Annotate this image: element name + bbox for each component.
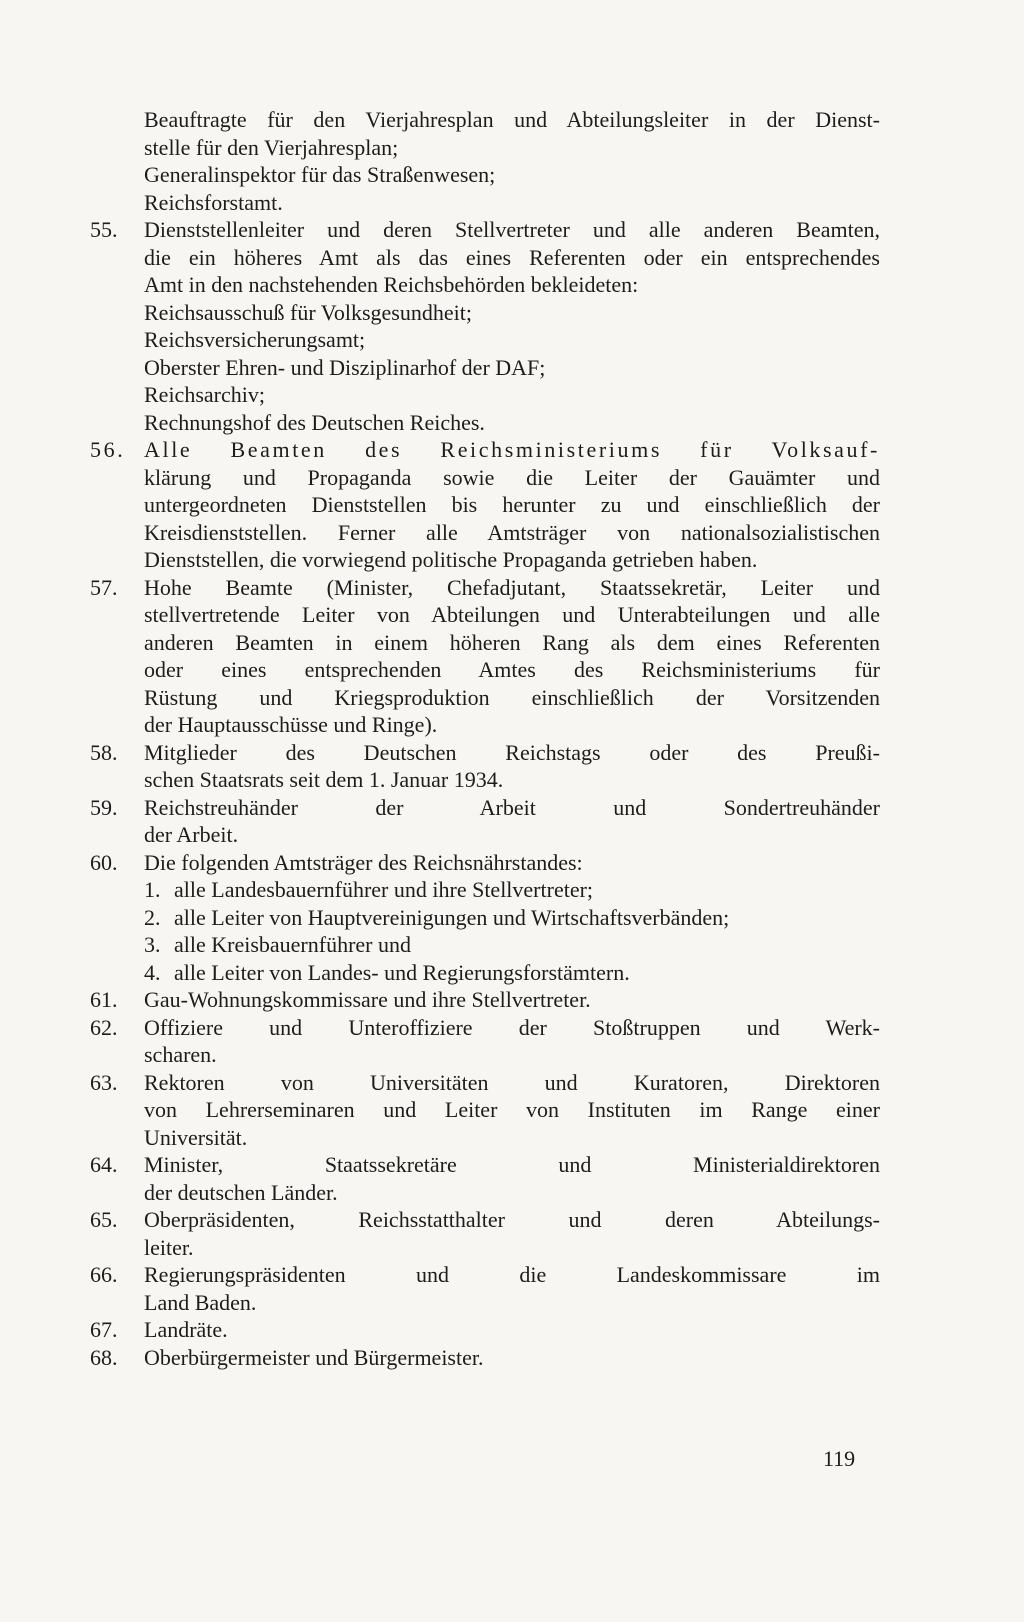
text-line: leiter. [144,1234,194,1260]
text-line: schen Staatsrats seit dem 1. Januar 1934. [144,767,504,792]
item-number: 58. [90,739,118,765]
list-item-58 [90,739,880,767]
text-line: Oberpräsidenten, Reichsstatthalter und deren Abteilungs- [144,1207,880,1232]
list-item-61 [90,986,880,1014]
list-item-66 [90,1261,880,1289]
text-line: Regierungspräsidenten und die Landeskommissare im [144,1262,880,1287]
list-item-67 [90,1316,880,1344]
text-line: Oberbürgermeister und Bürgermeister. [144,1344,484,1370]
text-line: Offiziere und Unteroffiziere der Stoßtruppen und Werk- [144,1014,880,1040]
text-line: Universität. [144,1124,248,1150]
text-line: der Hauptausschüsse und Ringe). [144,712,438,737]
list-item-68 [90,1344,880,1372]
list-item-63 [90,1069,880,1097]
text-line: Rechnungshof des Deutschen Reiches. [144,409,485,435]
text-line: alle Landesbauernführer und ihre Stellvertreter; [174,877,594,902]
text-line: Rüstung und Kriegsproduktion einschließlich der Vorsitzenden [144,684,880,710]
item-number: 64. [90,1152,118,1177]
text-line: scharen. [144,1042,217,1067]
item-number: 68. [90,1344,118,1370]
text-line: alle Leiter von Hauptvereinigungen und Wirtschaftsverbänden; [174,904,730,930]
text-line: Dienststellen, die vorwiegend politische Propaganda getrieben haben. [144,547,758,572]
sub-item [90,904,880,932]
item-number: 57. [90,574,118,600]
item-number: 60. [90,849,118,875]
text-line: Alle Beamten des Reichsministeriums für Volksauf- [144,437,880,462]
text-line: Die folgenden Amtsträger des Reichsnährstandes: [144,849,583,875]
text-line: alle Kreisbauernführer und [174,932,412,957]
sub-item-number: 1. [144,877,161,902]
item-number: 56. [90,437,126,462]
text-line: Reichsforstamt. [144,189,283,215]
item-number: 61. [90,987,118,1012]
item-number: 65. [90,1207,118,1232]
item-number: 67. [90,1317,118,1342]
sub-item-number: 4. [144,959,161,985]
text-line: Dienststellenleiter und deren Stellvertreter und alle anderen Beamten, [144,217,880,242]
text-line: alle Leiter von Landes- und Regierungsforstämtern. [174,959,630,985]
text-line: Beauftragte für den Vierjahresplan und Abteilungsleiter in der Dienst- [144,107,880,132]
text-line: die ein höheres Amt als das eines Referenten oder ein entsprechendes [144,244,880,270]
list-item-57 [90,574,880,602]
text-line: Minister, Staatssekretäre und Ministerialdirektoren [144,1152,880,1177]
item-number: 63. [90,1069,118,1095]
text-line: der Arbeit. [144,822,239,847]
text-line: stelle für den Vierjahresplan; [144,134,399,160]
text-line: Kreisdienststellen. Ferner alle Amtsträger von nationalsozialistischen [144,519,880,545]
sub-item [90,876,880,904]
sub-item-number: 3. [144,932,161,957]
text-line: Rektoren von Universitäten und Kuratoren, Direktoren [144,1069,880,1095]
text-line: von Lehrerseminaren und Leiter von Instituten im Range einer [144,1097,880,1122]
text-line: der deutschen Länder. [144,1179,338,1205]
list-item-59 [90,794,880,822]
text-line: Reichsarchiv; [144,382,265,407]
text-line: anderen Beamten in einem höheren Rang als dem eines Referenten [144,629,880,655]
text-line: Reichsausschuß für Volksgesundheit; [144,299,472,325]
list-item-62 [90,1014,880,1042]
item-number: 62. [90,1014,118,1040]
sub-item [90,959,880,987]
text-line: stellvertretende Leiter von Abteilungen und Unterabteilungen und alle [144,602,880,627]
list-item-60 [90,849,880,877]
text-line: Gau-Wohnungskommissare und ihre Stellvertreter. [144,987,591,1012]
page-number: 119 [823,1446,856,1471]
text-line: Landräte. [144,1317,228,1342]
text-line: Land Baden. [144,1289,257,1315]
text-line: Amt in den nachstehenden Reichsbehörden bekleideten: [144,272,639,297]
item-number: 66. [90,1262,118,1287]
text-line: Generalinspektor für das Straßenwesen; [144,162,496,187]
item-number: 59. [90,794,118,820]
sub-item-number: 2. [144,904,161,930]
list-item-56 [90,436,880,464]
text-line: klärung und Propaganda sowie die Leiter der Gauämter und [144,464,880,490]
text-line: Mitglieder des Deutschen Reichstags oder des Preußi- [144,739,880,765]
list-item-65 [90,1206,880,1234]
text-line: Oberster Ehren- und Disziplinarhof der DAF; [144,354,546,380]
list-item-55 [90,216,880,244]
text-line: oder eines entsprechenden Amtes des Reichsministeriums für [144,657,880,682]
text-line: Reichstreuhänder der Arbeit und Sondertreuhänder [144,794,880,820]
sub-item [90,931,880,959]
list-item-64 [90,1151,880,1179]
item-number: 55. [90,217,118,242]
text-line: Hohe Beamte (Minister, Chefadjutant, Staatssekretär, Leiter und [144,574,880,600]
body-text [90,106,880,1371]
text-line: Reichsversicherungsamt; [144,327,366,352]
text-line: untergeordneten Dienststellen bis herunter zu und einschließlich der [144,492,880,517]
